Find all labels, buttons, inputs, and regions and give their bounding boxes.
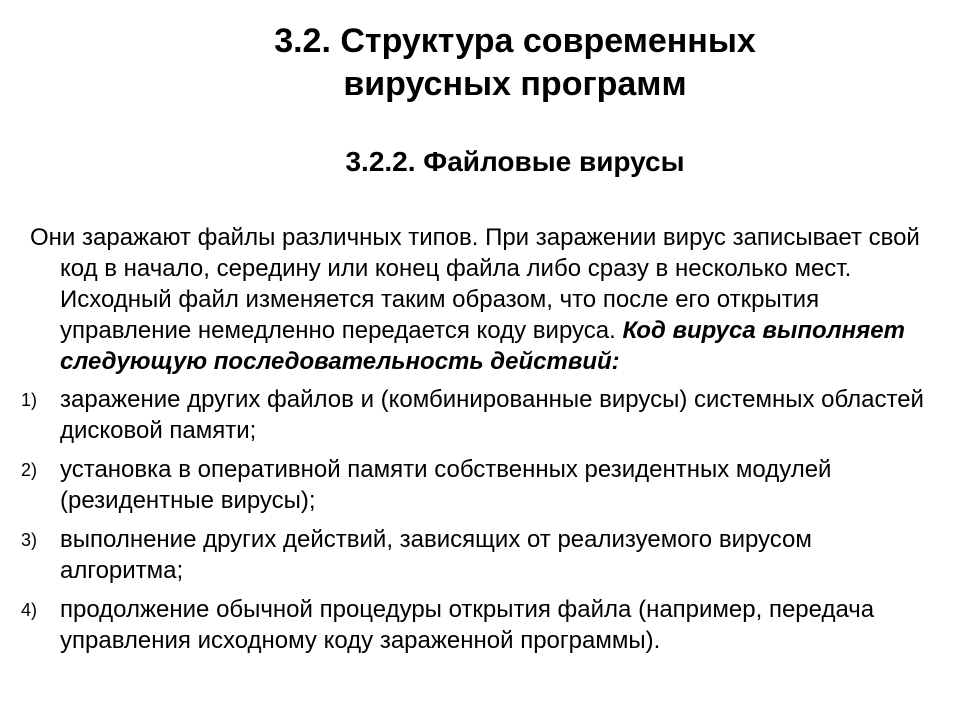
list-item-text: заражение других файлов и (комбинированные вирусы) системных областей дисковой памяти; (60, 386, 924, 444)
list-item-number: 1) (21, 390, 38, 410)
list-item-number: 2) (21, 460, 38, 480)
slide-body (21, 222, 940, 664)
intro-text: Они заражают файлы различных типов. При заражении вирус записывает свой код в начало, середину или конец файла либо сразу в несколько мест. Исходный файл изменяется таким образом, что после его открытия управление немедленно передается коду вируса. (30, 224, 920, 344)
list-item-text: продолжение обычной процедуры открытия файла (например, передача управления исходному коду зараженной программы). (60, 596, 875, 654)
slide-title (130, 20, 900, 106)
list-item-number: 4) (21, 600, 38, 620)
list-item (21, 384, 940, 446)
title-line-2: вирусных программ (343, 65, 687, 103)
list-item (21, 454, 940, 516)
list-item-text: выполнение других действий, зависящих от реализуемого вирусом алгоритма; (60, 526, 812, 584)
list-item (21, 594, 940, 656)
list-item (21, 524, 940, 586)
list-item-number: 3) (21, 530, 38, 550)
intro-paragraph (30, 222, 940, 377)
intro-emphasis: Код вируса выполняет следующую последовательность действий: (60, 317, 905, 375)
section-subtitle: 3.2.2. Файловые вирусы (345, 146, 685, 177)
list-item-text: установка в оперативной памяти собственных резидентных модулей (резидентные вирусы); (60, 456, 832, 514)
action-list (21, 384, 940, 656)
title-line-1: 3.2. Структура современных (274, 22, 756, 60)
